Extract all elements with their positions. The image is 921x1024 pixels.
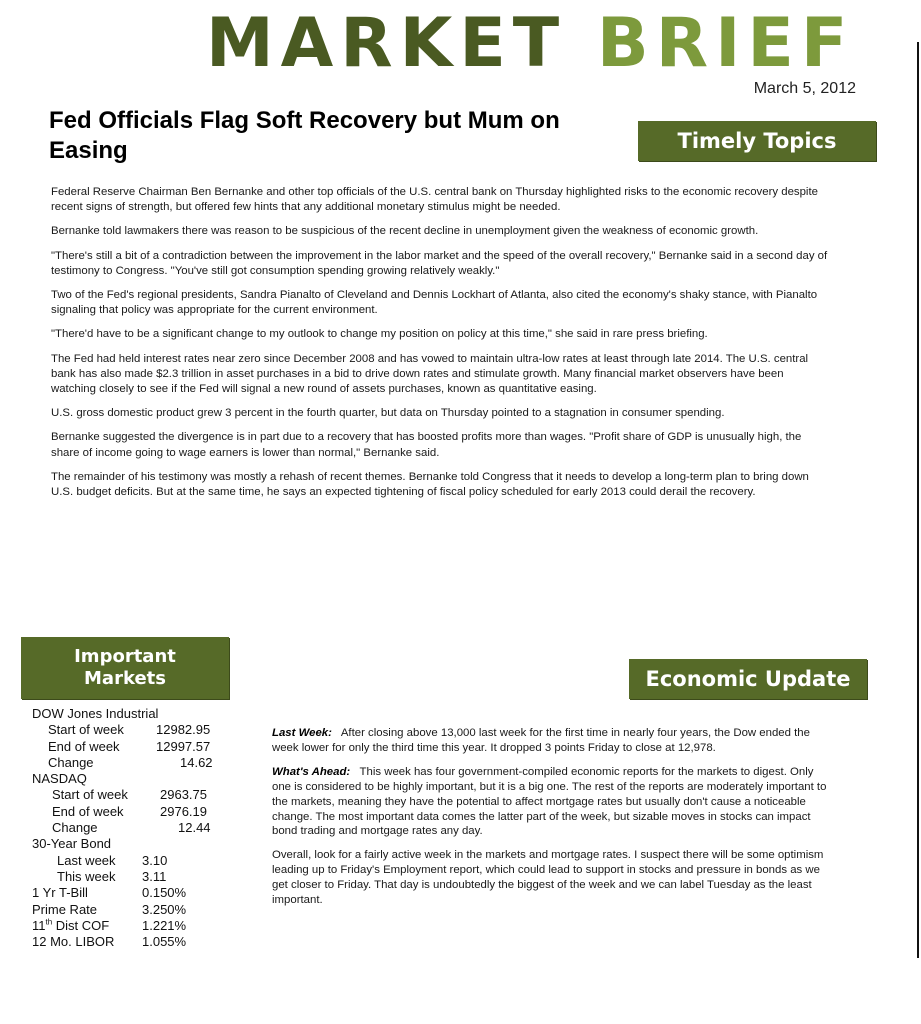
market-row (32, 885, 242, 901)
bond-title: 30-Year Bond (32, 836, 112, 852)
article-paragraph: Federal Reserve Chairman Ben Bernanke and other top officials of the U.S. central bank on Thursday highlighted risks to the economic recovery despite recent signs of strength, but offered few hints that any additional monetary stimulus might be needed. (51, 186, 818, 214)
market-group-title (32, 836, 242, 852)
cof-label-rest: Dist COF (52, 917, 110, 933)
cof-label-num: 11 (32, 917, 46, 933)
market-row (32, 804, 242, 820)
article-paragraph: Bernanke told lawmakers there was reason to be suspicious of the recent decline in unemployment given the weakness of economic growth. (51, 225, 759, 238)
page-right-border (917, 42, 919, 958)
nasdaq-start-label: Start of week (52, 787, 128, 803)
market-row (32, 853, 242, 869)
last-week-text: After closing above 13,000 last week for the first time in nearly four years, the Dow ended the week lower for only the third time this year. It dropped 3 points Friday to close at 12,978. (272, 727, 810, 754)
market-row (32, 918, 242, 934)
dow-change-value: 14.62 (180, 754, 213, 770)
dow-start-label: Start of week (48, 722, 124, 738)
cof-label (32, 918, 109, 934)
market-row (32, 902, 242, 918)
timely-topics-banner: Timely Topics (638, 121, 876, 161)
dow-change-label: Change (48, 754, 94, 770)
update-whats-ahead (272, 765, 828, 840)
article-paragraph: U.S. gross domestic product grew 3 percent in the fourth quarter, but data on Thursday pointed to a stagnation in consumer spending. (51, 407, 725, 420)
market-group-title (32, 771, 242, 787)
dow-end-label: End of week (48, 738, 120, 754)
cof-value: 1.221% (142, 917, 187, 933)
prime-value: 3.250% (142, 901, 187, 917)
nasdaq-start-value: 2963.75 (160, 787, 207, 803)
article-headline: Fed Officials Flag Soft Recovery but Mum on Easing (49, 107, 560, 164)
economic-update-banner: Economic Update (629, 659, 867, 699)
libor-value: 1.055% (142, 934, 187, 950)
article-paragraph: "There'd have to be a significant change to my outlook to change my position on policy at this time," she said in rare press briefing. (51, 328, 708, 341)
whats-ahead-label: What's Ahead: (272, 765, 351, 778)
whats-ahead-text: This week has four government-compiled economic reports for the markets to digest. Only one is considered to be highly important, but it is a big one. The rest of the reports are moderately important to the markets, meaning they have the potential to affect mortgage rates but usually don't cause a noticeable change. The most important data comes the latter part of the week, but sizable moves in stocks can impact bond trading and mortgage rates any day. (272, 765, 827, 838)
article-paragraph: Two of the Fed's regional presidents, Sandra Pianalto of Cleveland and Dennis Lockhart of Atlanta, also cited the economy's shaky stance, with Pianalto signaling that policy was appropriate for the current environment. (51, 289, 818, 317)
article-paragraph: "There's still a bit of a contradiction between the improvement in the labor market and the speed of the overall recovery," Bernanke said in a second day of testimony to Congress. "You've still got consumption spending growing relatively weakly." (51, 249, 828, 277)
bond-this-label: This week (57, 868, 116, 884)
last-week-label: Last Week: (272, 727, 332, 739)
market-row (32, 787, 242, 803)
masthead-word-brief: BRIEF (596, 4, 855, 83)
economic-update-body (272, 726, 828, 917)
nasdaq-end-label: End of week (52, 803, 124, 819)
nasdaq-title: NASDAQ (32, 771, 87, 787)
libor-label: 12 Mo. LIBOR (32, 934, 115, 950)
article-paragraph: The Fed had held interest rates near zero since December 2008 and has vowed to maintain ultra-low rates at least through late 2014. The U.S. central bank has also made $2.3 trillion in asset purchases in a bid to drive down rates and stimulate growth. Many financial market observers have been watching closely to see if the Fed will signal a new round of assets purchases, known as quantitative easing. (51, 352, 809, 396)
nasdaq-change-value: 12.44 (178, 820, 211, 836)
prime-label: Prime Rate (32, 901, 98, 917)
dow-end-value: 12997.57 (156, 738, 211, 754)
issue-date: March 5, 2012 (753, 80, 856, 97)
update-overall: Overall, look for a fairly active week in the markets and mortgage rates. I suspect there will be some optimism leading up to Friday's Employment report, which could lead to support in stocks and pressure in bonds as we get closer to Friday. That day is undoubtedly the biggest of the week and we can label Tuesday as the least important. (272, 849, 824, 907)
market-row (32, 755, 242, 771)
dow-title: DOW Jones Industrial (32, 706, 159, 721)
masthead-word-market: MARKET (206, 4, 567, 83)
update-last-week (272, 726, 828, 756)
article-paragraph: Bernanke suggested the divergence is in part due to a recovery that has boosted profits more than wages. "Profit share of GDP is unusually high, the share of income going to wage earners is lower than normal," Bernanke said. (51, 431, 802, 459)
nasdaq-end-value: 2976.19 (160, 803, 207, 819)
dow-start-value: 12982.95 (156, 722, 211, 738)
bond-last-label: Last week (57, 852, 116, 868)
masthead-title (206, 4, 866, 84)
important-markets-banner (21, 637, 229, 699)
market-row (32, 722, 242, 738)
bond-last-value: 3.10 (142, 852, 168, 868)
markets-table (32, 706, 242, 950)
market-row (32, 739, 242, 755)
market-row (32, 869, 242, 885)
market-row (32, 934, 242, 950)
article-body (51, 185, 831, 509)
tbill-value: 0.150% (142, 885, 187, 901)
bond-this-value: 3.11 (142, 868, 167, 884)
market-row (32, 820, 242, 836)
article-paragraph: The remainder of his testimony was mostly a rehash of recent themes. Bernanke told Congress that it needs to develop a long-term plan to bring down U.S. budget deficits. But at the same time, he says an expected tightening of fiscal policy scheduled for early 2013 could derail the recovery. (51, 470, 809, 499)
tbill-label: 1 Yr T-Bill (32, 885, 88, 901)
important-markets-line1: Important (74, 646, 176, 667)
cof-label-sup: th (45, 917, 53, 927)
nasdaq-change-label: Change (52, 820, 98, 836)
market-group-title (32, 706, 242, 722)
important-markets-line2: Markets (84, 668, 166, 689)
